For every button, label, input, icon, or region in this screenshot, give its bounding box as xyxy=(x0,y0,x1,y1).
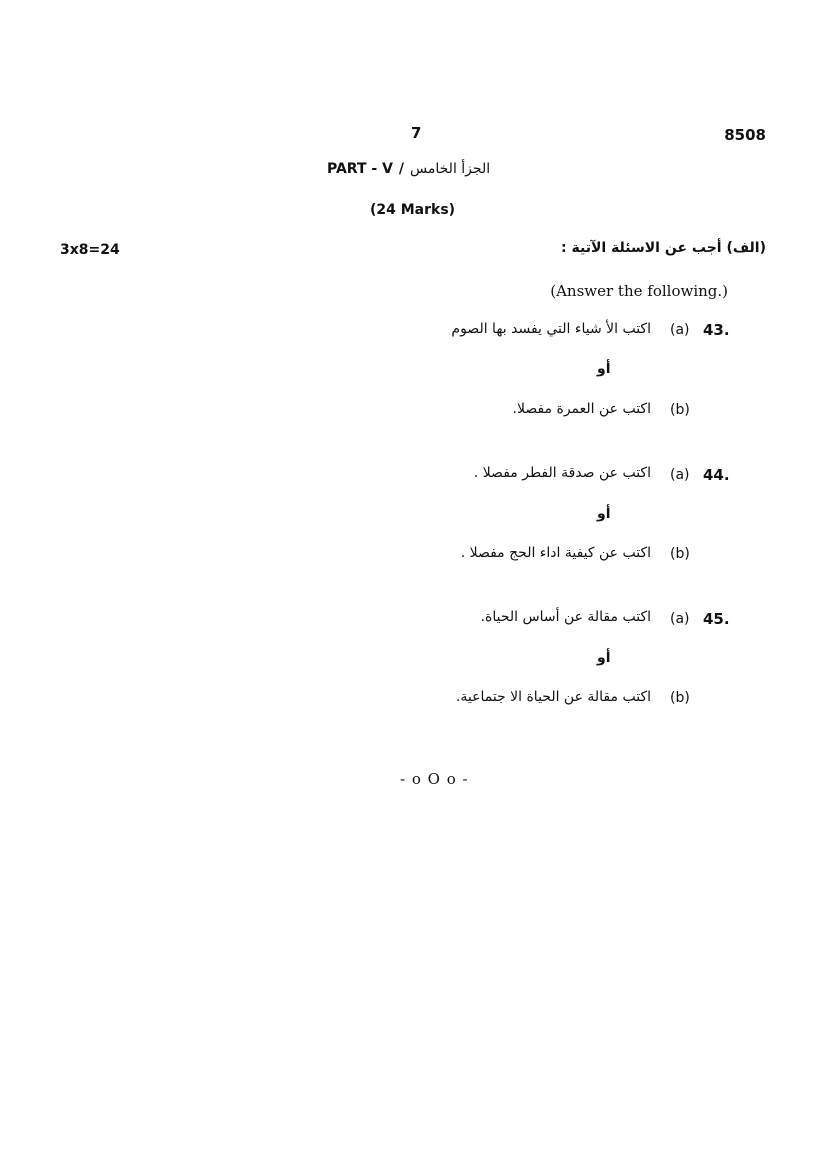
english-instruction: (Answer the following.) xyxy=(550,282,728,300)
part-title-english: PART - V xyxy=(327,161,393,177)
page-number: 7 xyxy=(411,124,422,142)
marks-formula: 3x8=24 xyxy=(60,242,120,258)
question-44-b-text: اكتب عن كيفية اداء الحج مفصلا . xyxy=(460,545,651,561)
question-44-b-label: (b) xyxy=(670,546,690,562)
question-45-a-text: اكتب مقالة عن أساس الحياة. xyxy=(480,609,651,625)
question-43-b-text: اكتب عن العمرة مفصلا. xyxy=(512,401,651,417)
question-44-or: أو xyxy=(597,506,611,522)
question-44-number: 44. xyxy=(703,466,730,484)
question-45-b-label: (b) xyxy=(670,690,690,706)
part-title-separator: / xyxy=(398,161,405,177)
part-marks: (24 Marks) xyxy=(370,202,456,218)
end-mark: - o O o - xyxy=(400,770,469,788)
question-45-number: 45. xyxy=(703,610,730,628)
question-43-number: 43. xyxy=(703,321,730,339)
part-title xyxy=(327,161,490,177)
question-43-b-label: (b) xyxy=(670,402,690,418)
question-43-a-label: (a) xyxy=(670,322,690,338)
question-45-b-text: اكتب مقالة عن الحياة الا جتماعية. xyxy=(455,689,651,705)
question-44-a-text: اكتب عن صدقة الفطر مفصلا . xyxy=(473,465,651,481)
question-45-or: أو xyxy=(597,650,611,666)
question-44-a-label: (a) xyxy=(670,467,690,483)
arabic-instruction: (الف) أجب عن الاسئلة الآتية : xyxy=(561,240,766,256)
question-43-or: أو xyxy=(597,361,611,377)
question-43-a-text: اكتب الأ شياء التي يفسد بها الصوم xyxy=(451,321,651,337)
part-title-arabic: الجزأ الخامس xyxy=(410,161,491,177)
question-45-a-label: (a) xyxy=(670,611,690,627)
paper-code: 8508 xyxy=(724,126,766,144)
